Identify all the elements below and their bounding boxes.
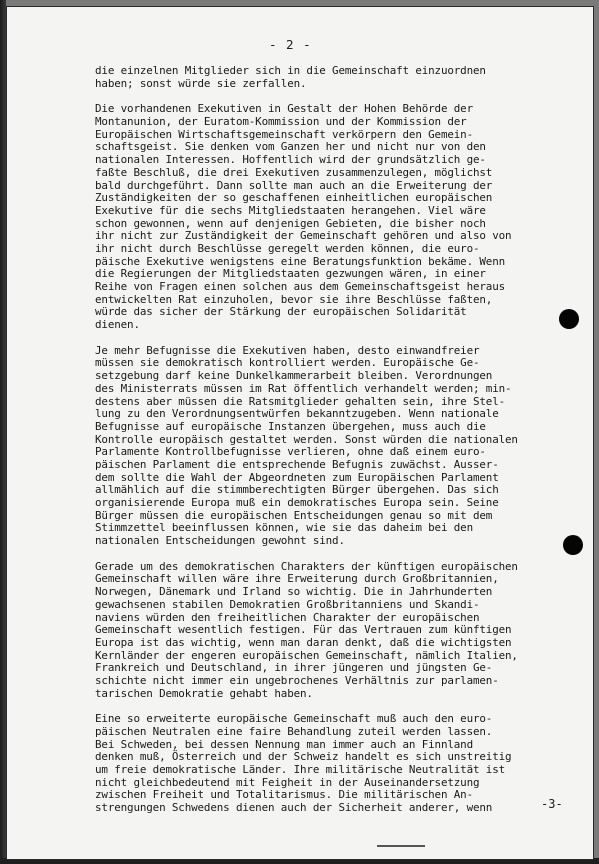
- text-line: ihr nicht zur Zuständigkeit der Gemeinschaft gehören und also von: [95, 229, 512, 243]
- paragraph: [95, 65, 565, 90]
- text-line: denken muß, Österreich und der Schweiz handelt es sich unstreitig: [95, 750, 512, 764]
- text-line: Europa ist das wichtig, wenn man daran denkt, daß die wichtigsten: [95, 635, 512, 649]
- text-line: Gerade um des demokratischen Charakters der künftigen europäischen: [95, 559, 518, 573]
- page-header-number: - 2 -: [269, 37, 312, 52]
- text-line: würde das sicher der Stärkung der europäischen Solidarität: [95, 305, 467, 319]
- page-footer-number: -3-: [541, 797, 563, 811]
- text-line: Stimmzettel beeinflussen können, wie sie das daheim bei den: [95, 521, 473, 535]
- paragraph: [95, 561, 565, 701]
- text-line: tarischen Demokratie gehabt haben.: [95, 686, 313, 700]
- text-line: nationalen Entscheidungen gewohnt sind.: [95, 534, 345, 548]
- text-line: Zuständigkeiten der so geschaffenen einheitlichen europäischen: [95, 191, 493, 205]
- text-line: dienen.: [95, 318, 140, 332]
- footer-rule: [377, 845, 425, 847]
- text-line: Kernländer der engeren europäischen Gemeinschaft, nämlich Italien,: [95, 648, 518, 662]
- paragraph: [95, 103, 565, 331]
- document-page: [6, 6, 594, 860]
- text-line: allmählich auf die stimmberechtigten Bürger übergehen. Das sich: [95, 483, 499, 497]
- text-line: Eine so erweiterte europäische Gemeinschaft muß auch den euro-: [95, 712, 493, 726]
- text-line: Je mehr Befugnisse die Exekutiven haben, desto einwandfreier: [95, 343, 480, 357]
- text-line: lung zu den Verordnungsentwürfen bekanntzugeben. Wenn nationale: [95, 407, 499, 421]
- text-line: naviens würden den freiheitlichen Charakter der europäischen: [95, 610, 480, 624]
- text-line: Befugnisse auf europäische Instanzen übergehen, muss auch die: [95, 419, 486, 433]
- text-line: die Regierungen der Mitgliedstaaten gezwungen wären, in einer: [95, 267, 486, 281]
- text-line: nationalen Interessen. Hoffentlich wird der grundsätzlich ge-: [95, 153, 486, 167]
- text-line: Reihe von Fragen einen solchen aus dem Gemeinschaftsgeist heraus: [95, 280, 506, 293]
- text-line: nicht gleichbedeutend mit Feigheit in der Auseinandersetzung: [95, 775, 480, 789]
- text-line: Kontrolle europäisch gestaltet werden. Sonst würden die nationalen: [95, 432, 518, 446]
- text-line: päischen Neutralen eine faire Behandlung zuteil werden lassen.: [95, 725, 493, 738]
- paragraph-gap: [95, 548, 565, 561]
- text-line: Bei Schweden, bei dessen Nennung man immer auch an Finnland: [95, 737, 473, 751]
- text-line: die einzelnen Mitglieder sich in die Gemeinschaft einzuordnen: [95, 64, 486, 77]
- text-line: Montanunion, der Euratom-Kommission und der Kommission der: [95, 115, 467, 129]
- text-line: Die vorhandenen Exekutiven in Gestalt der Hohen Behörde der: [95, 102, 473, 116]
- text-line: schichte nicht immer ein ungebrochenes Verhältnis zur parlamen-: [95, 673, 499, 687]
- text-line: ihr nicht durch Beschlüsse geregelt werden können, die euro-: [95, 241, 480, 255]
- text-line: bald durchgeführt. Dann sollte man auch an die Erweiterung der: [95, 178, 493, 192]
- text-line: schaftsgeist. Sie denken vom Ganzen her und nicht nur von den: [95, 140, 486, 154]
- text-line: organisierende Europa muß ein demokratisches Europa sein. Seine: [95, 496, 499, 509]
- text-line: zwischen Freiheit und Totalitarismus. Die militärischen An-: [95, 788, 473, 802]
- text-line: strengungen Schwedens dienen auch der Sicherheit anderer, wenn: [95, 801, 493, 815]
- text-line: gewachsenen stabilen Demokratien Großbritanniens und Skandi-: [95, 597, 480, 611]
- text-line: schon gewonnen, wenn auf denjenigen Gebieten, die bisher noch: [95, 216, 486, 230]
- text-line: Gemeinschaft willen wäre ihre Erweiterung durch Großbritannien,: [95, 572, 499, 586]
- text-line: päische Exekutive wenigstens eine Beratungsfunktion bekäme. Wenn: [95, 254, 506, 268]
- text-line: destens aber müssen die Ratsmitglieder gehalten sein, ihre Stel-: [95, 394, 506, 408]
- document-body: [95, 65, 565, 815]
- text-line: Bürger müssen die europäischen Entscheidungen genau so mit dem: [95, 508, 493, 522]
- text-line: faßte Beschluß, die drei Exekutiven zusammenzulegen, möglichst: [95, 165, 493, 179]
- text-line: Europäischen Wirtschaftsgemeinschaft verkörpern den Gemein-: [95, 127, 473, 141]
- text-line: Gemeinschaft wesentlich festigen. Für das Vertrauen zum künftigen: [95, 623, 512, 637]
- text-line: haben; sonst würde sie zerfallen.: [95, 76, 307, 90]
- paragraph-gap: [95, 332, 565, 345]
- text-line: Parlamente Kontrollbefugnisse verlieren, ohne daß einem euro-: [95, 445, 486, 459]
- text-line: Frankreich und Deutschland, in ihrer jüngeren und jüngsten Ge-: [95, 661, 493, 675]
- text-line: um freie demokratische Länder. Ihre militärische Neutralität ist: [95, 763, 506, 777]
- text-line: entwickelten Rat einzuholen, bevor sie ihre Beschlüsse faßten,: [95, 292, 493, 306]
- text-line: dem sollte die Wahl der Abgeordneten zum Europäischen Parlament: [95, 470, 499, 484]
- text-line: Exekutive für die sechs Mitgliedstaaten herangehen. Viel wäre: [95, 203, 486, 217]
- paragraph: [95, 345, 565, 548]
- text-line: päischen Parlament die entsprechende Befugnis zuwächst. Ausser-: [95, 457, 499, 471]
- paragraph: [95, 713, 565, 815]
- text-line: des Ministerrats müssen im Rat öffentlich verhandelt werden; min-: [95, 381, 512, 395]
- text-line: setzgebung darf keine Dunkelkammerarbeit bleiben. Verordnungen: [95, 369, 493, 383]
- punch-hole: [559, 309, 579, 329]
- text-line: Norwegen, Dänemark und Irland so wichtig. Die in Jahrhunderten: [95, 585, 493, 599]
- punch-hole: [563, 535, 583, 555]
- text-line: müssen sie demokratisch kontrolliert werden. Europäische Ge-: [95, 356, 480, 370]
